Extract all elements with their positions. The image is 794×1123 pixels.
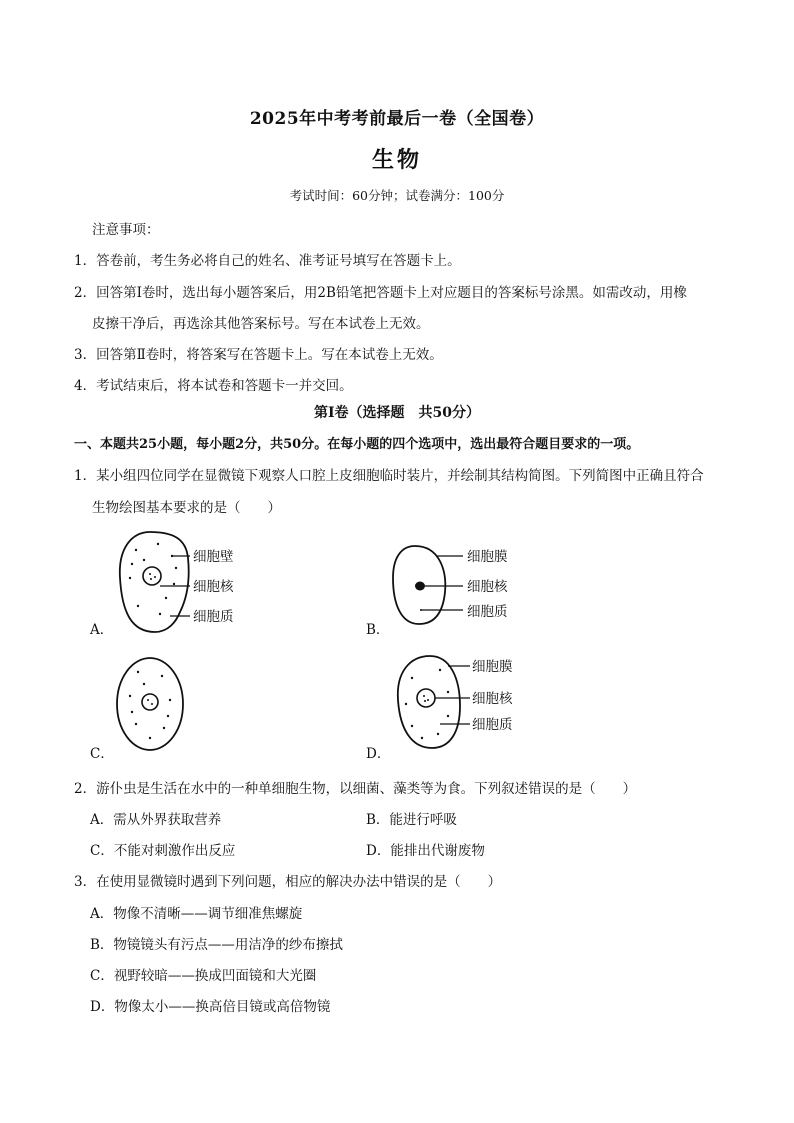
- notice-item: 2．回答第Ⅰ卷时，选出每小题答案后，用2B铅笔把答题卡上对应题目的答案标号涂黑。如需改动，用橡: [74, 285, 687, 301]
- exam-info: 考试时间：60分钟；试卷满分：100分: [289, 188, 505, 203]
- cell-nucleus: [143, 567, 161, 585]
- subject-title: 生物: [371, 147, 422, 173]
- cell-nucleus: [417, 689, 435, 707]
- cell-figure-c: [110, 654, 190, 754]
- q2-option-d[interactable]: D．能排出代谢废物: [366, 843, 485, 859]
- option-c-letter[interactable]: C．: [90, 746, 114, 762]
- notice-item: 皮擦干净后，再选涂其他答案标号。写在本试卷上无效。: [92, 316, 430, 332]
- label-membrane: 细胞膜: [467, 549, 508, 565]
- section-instruction: 一、本题共25小题，每小题2分，共50分。在每小题的四个选项中，选出最符合题目要求的一项。: [74, 437, 640, 452]
- question-3-stem: 3．在使用显微镜时遇到下列问题，相应的解决办法中错误的是（ ）: [74, 874, 502, 890]
- cell-figure-b: [385, 540, 555, 640]
- cell-outline: [398, 656, 460, 748]
- label-nucleus: 细胞核: [193, 579, 234, 595]
- q3-option-d[interactable]: D．物像太小——换高倍目镜或高倍物镜: [90, 999, 331, 1015]
- label-nucleus: 细胞核: [472, 691, 513, 707]
- notice-item: 1．答卷前，考生务必将自己的姓名、准考证号填写在答题卡上。: [74, 253, 461, 269]
- label-cytoplasm: 细胞质: [193, 609, 234, 625]
- notice-item: 4．考试结束后，将本试卷和答题卡一并交回。: [74, 378, 353, 394]
- q2-option-a[interactable]: A．需从外界获取营养: [90, 812, 222, 828]
- q3-option-c[interactable]: C．视野较暗——换成凹面镜和大光圈: [90, 968, 317, 984]
- question-1-stem: 1．某小组四位同学在显微镜下观察人口腔上皮细胞临时装片，并绘制其结构简图。下列简图中正确且符合: [74, 468, 704, 484]
- label-cell-wall: 细胞壁: [193, 549, 234, 565]
- notice-item: 3．回答第Ⅱ卷时，将答案写在答题卡上。写在本试卷上无效。: [74, 347, 443, 363]
- cell-nucleus: [415, 582, 425, 591]
- cell-outline: [120, 532, 189, 632]
- exam-title: 2025年中考考前最后一卷（全国卷）: [249, 109, 545, 129]
- label-cytoplasm: 细胞质: [467, 604, 508, 620]
- label-nucleus: 细胞核: [467, 579, 508, 595]
- cell-nucleus: [142, 694, 158, 710]
- question-1-stem-cont: 生物绘图基本要求的是（ ）: [92, 500, 281, 516]
- notice-heading: 注意事项：: [92, 222, 160, 238]
- label-cytoplasm: 细胞质: [472, 717, 513, 733]
- option-a-letter[interactable]: A．: [90, 622, 114, 638]
- q3-option-b[interactable]: B．物镜镜头有污点——用洁净的纱布擦拭: [90, 937, 343, 953]
- option-d-letter[interactable]: D．: [366, 746, 391, 762]
- q2-option-c[interactable]: C．不能对刺激作出反应: [90, 843, 236, 859]
- label-membrane: 细胞膜: [472, 659, 513, 675]
- cell-figure-a: [110, 528, 270, 638]
- question-2-stem: 2．游仆虫是生活在水中的一种单细胞生物，以细菌、藻类等为食。下列叙述错误的是（ ）: [74, 781, 637, 797]
- option-b-letter[interactable]: B．: [366, 622, 390, 638]
- q3-option-a[interactable]: A．物像不清晰——调节细准焦螺旋: [90, 906, 303, 922]
- cell-outline: [117, 658, 183, 750]
- cell-figure-d: [390, 652, 560, 752]
- section-title: 第Ⅰ卷（选择题 共50分）: [313, 405, 481, 421]
- q2-option-b[interactable]: B．能进行呼吸: [366, 812, 457, 828]
